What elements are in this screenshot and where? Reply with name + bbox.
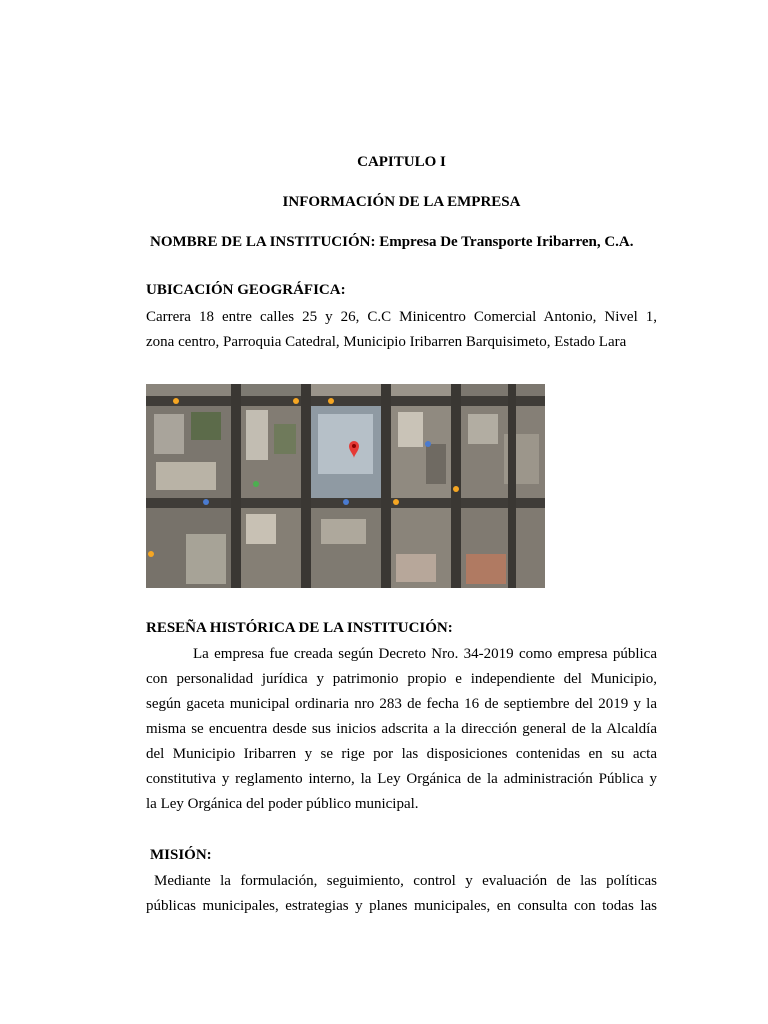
history-line: la Ley Orgánica del poder público municipal. bbox=[146, 796, 419, 812]
institution-value: : Empresa De Transporte Iribarren, C.A. bbox=[370, 234, 634, 250]
history-line: según gaceta municipal ordinaria nro 283 de fecha 16 de septiembre del 2019 y la bbox=[146, 696, 657, 712]
history-line: con personalidad jurídica y patrimonio propio e independiente del Municipio, bbox=[146, 671, 657, 687]
location-text bbox=[146, 305, 657, 355]
history-line: misma se encuentra desde sus inicios adscrita a la dirección general de la Alcaldía bbox=[146, 721, 657, 737]
mission-line: públicas municipales, estrategias y planes municipales, en consulta con todas las bbox=[146, 898, 657, 914]
mission-line: Mediante la formulación, seguimiento, control y evaluación de las políticas bbox=[154, 873, 657, 889]
history-line: constitutiva y reglamento interno, la Ley Orgánica de la administración Pública y bbox=[146, 771, 657, 787]
chapter-title: CAPITULO I bbox=[357, 154, 446, 170]
history-heading: RESEÑA HISTÓRICA DE LA INSTITUCIÓN: bbox=[146, 620, 453, 636]
satellite-map-image bbox=[146, 384, 545, 588]
history-line: La empresa fue creada según Decreto Nro. 34-2019 como empresa pública bbox=[193, 646, 657, 662]
location-line: Carrera 18 entre calles 25 y 26, C.C Minicentro Comercial Antonio, Nivel 1, bbox=[146, 309, 657, 325]
location-heading: UBICACIÓN GEOGRÁFICA: bbox=[146, 282, 346, 298]
institution-label: NOMBRE DE LA INSTITUCIÓN bbox=[150, 234, 371, 250]
history-line: del Municipio Iribarren y se rige por las disposiciones contenidas en su acta bbox=[146, 746, 657, 762]
mission-text bbox=[146, 869, 657, 919]
history-text bbox=[146, 642, 657, 817]
institution-name bbox=[150, 234, 634, 251]
mission-heading: MISIÓN: bbox=[150, 847, 212, 863]
location-line: zona centro, Parroquia Catedral, Municipio Iribarren Barquisimeto, Estado Lara bbox=[146, 334, 627, 350]
section-title: INFORMACIÓN DE LA EMPRESA bbox=[282, 194, 521, 210]
